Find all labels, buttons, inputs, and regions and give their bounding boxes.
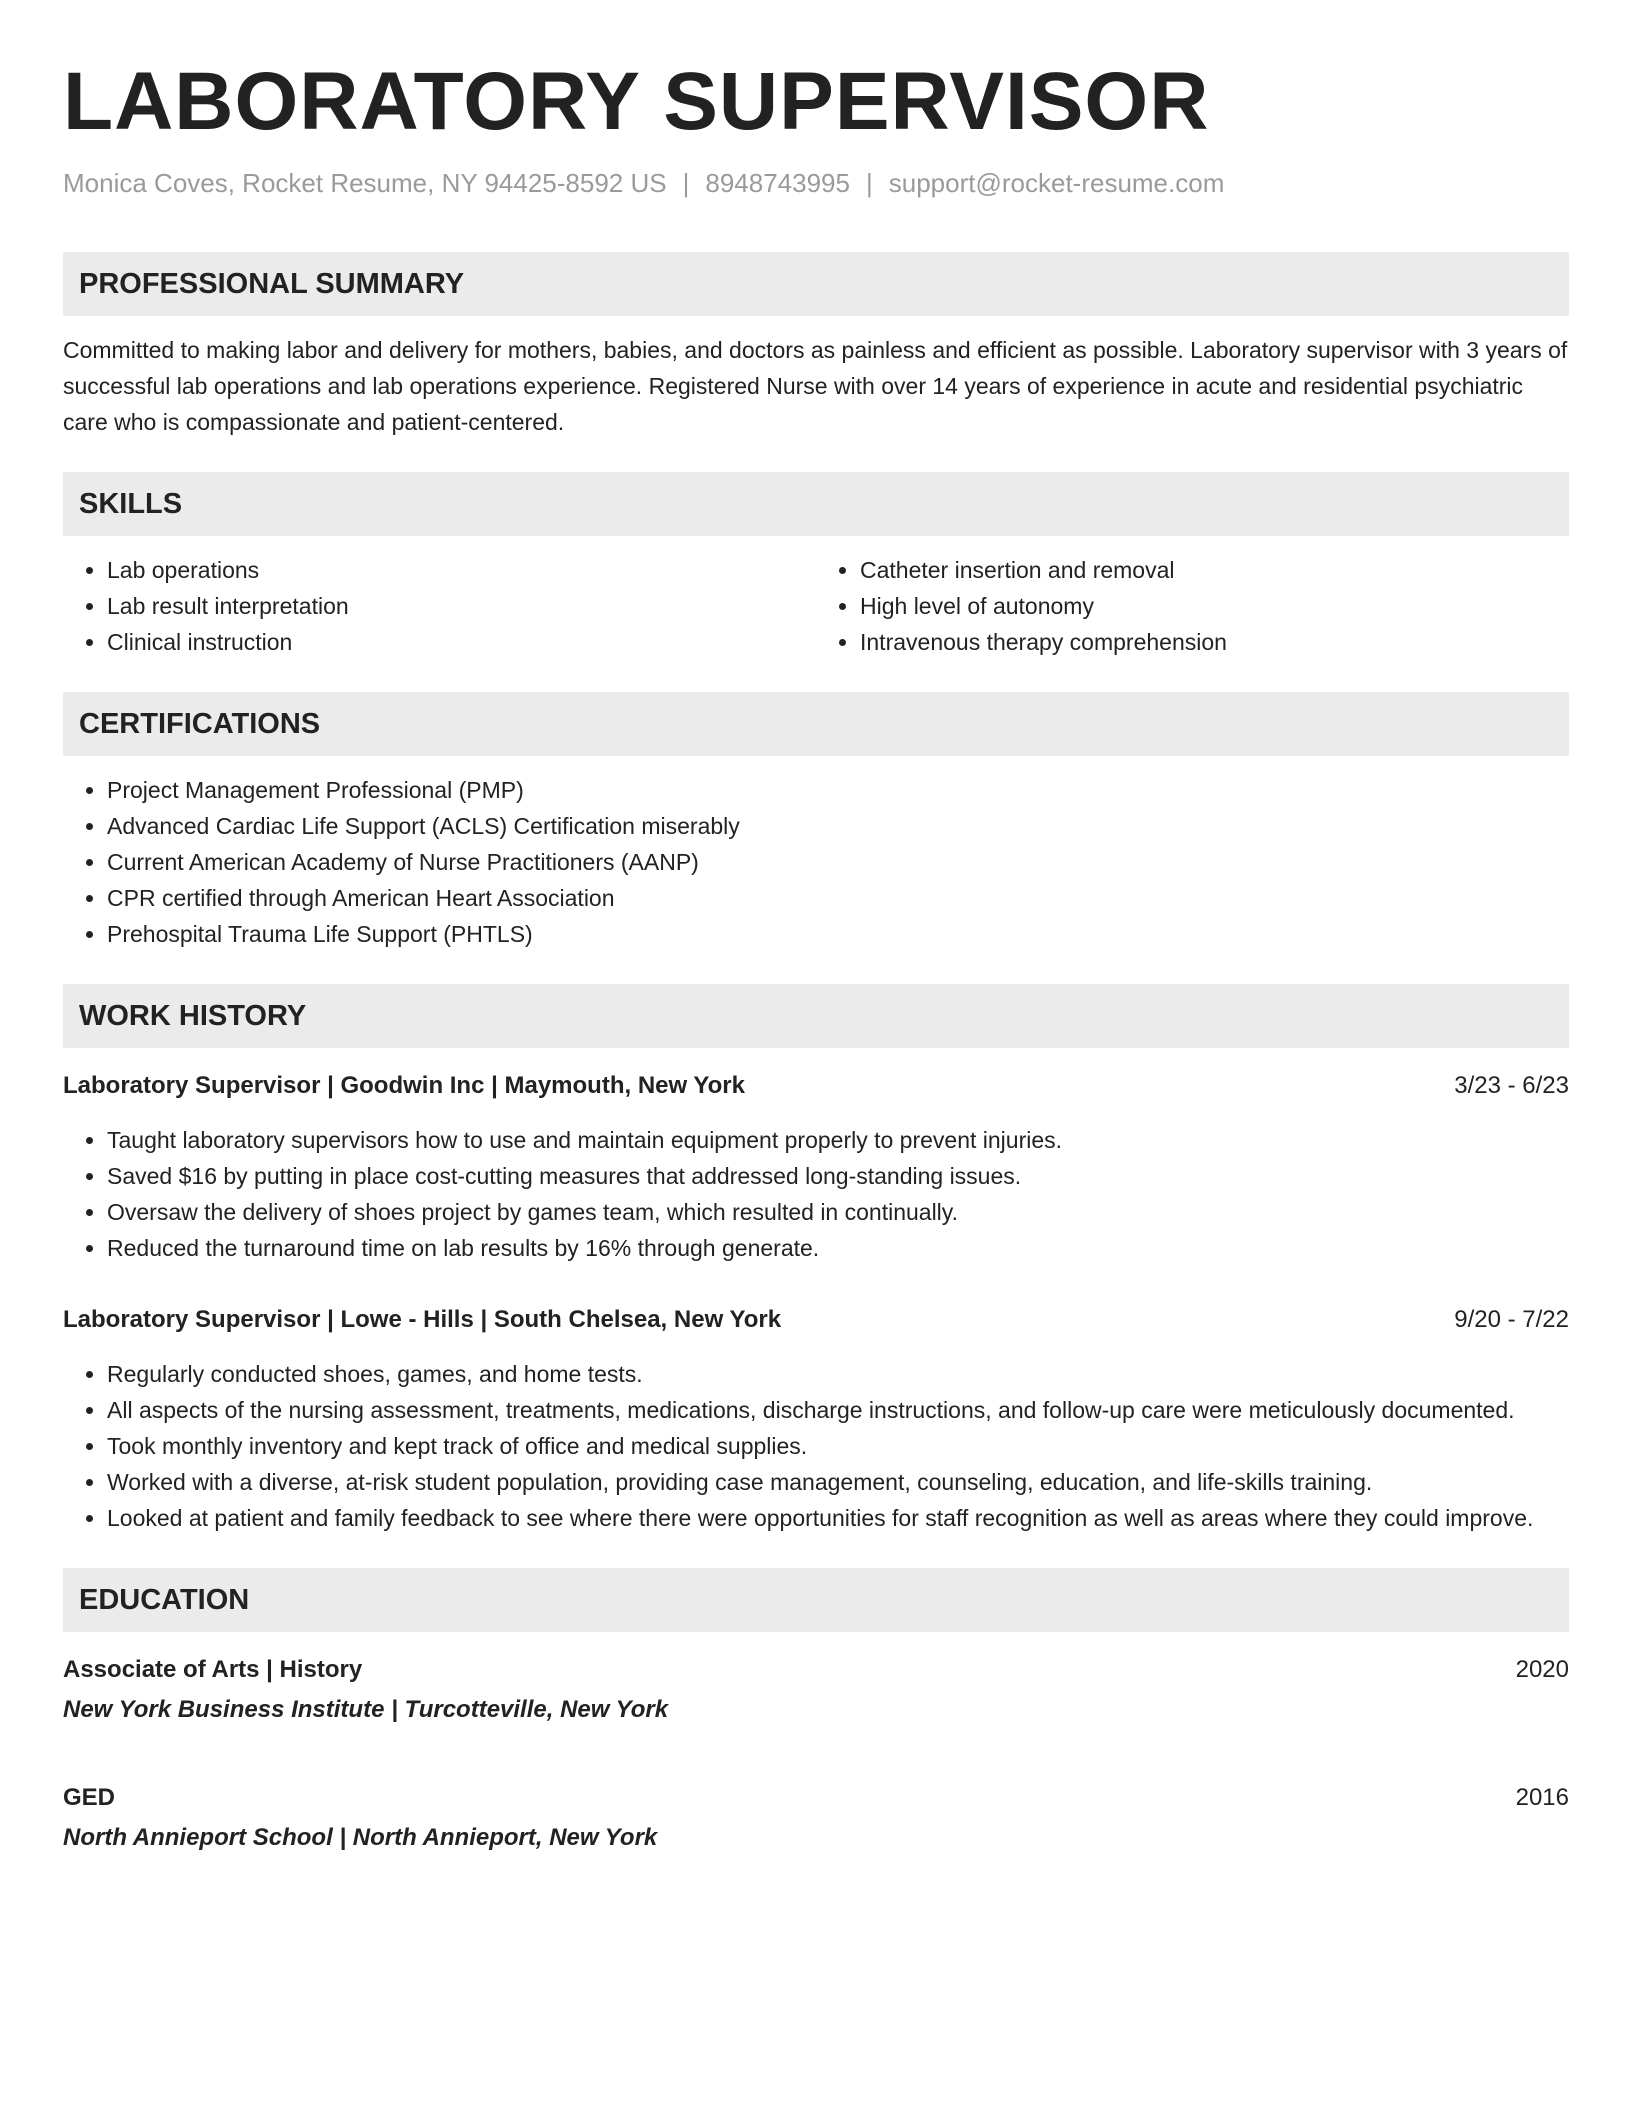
certification-item: • Advanced Cardiac Life Support (ACLS) Certification miserably bbox=[107, 808, 1569, 844]
job-bullet: • Taught laboratory supervisors how to use and maintain equipment properly to prevent injuries. bbox=[107, 1122, 1569, 1158]
education-school: New York Business Institute | Turcotteville, New York bbox=[63, 1696, 669, 1723]
certification-item: • Prehospital Trauma Life Support (PHTLS) bbox=[107, 916, 1569, 952]
job-bullet: • All aspects of the nursing assessment, treatments, medications, discharge instructions, and follow-up care were meticulously documented. bbox=[107, 1392, 1569, 1428]
resume-title: LABORATORY SUPERVISOR bbox=[63, 56, 1210, 147]
section-header-work-history: WORK HISTORY bbox=[63, 984, 1569, 1048]
education-year: 2020 bbox=[1515, 1656, 1569, 1683]
job-bullet: • Regularly conducted shoes, games, and home tests. bbox=[107, 1356, 1569, 1392]
job-header bbox=[63, 1068, 1569, 1104]
contact-email: support@rocket-resume.com bbox=[888, 168, 1225, 198]
skills-list-right bbox=[816, 552, 1569, 660]
certification-item: • Project Management Professional (PMP) bbox=[107, 772, 1569, 808]
skill-item: • Clinical instruction bbox=[107, 624, 816, 660]
job-bullet: • Reduced the turnaround time on lab results by 16% through generate. bbox=[107, 1230, 1569, 1266]
contact-phone: 8948743995 bbox=[705, 168, 850, 198]
education-degree: Associate of Arts | History bbox=[63, 1656, 363, 1683]
section-header-certifications: CERTIFICATIONS bbox=[63, 692, 1569, 756]
contact-separator: | bbox=[865, 168, 873, 198]
certifications-list bbox=[63, 772, 1569, 952]
skills-grid bbox=[63, 552, 1569, 660]
job-title: Laboratory Supervisor | Lowe - Hills | South Chelsea, New York bbox=[63, 1306, 782, 1333]
education-header bbox=[63, 1652, 1569, 1688]
education-header bbox=[63, 1780, 1569, 1816]
section-header-education: EDUCATION bbox=[63, 1568, 1569, 1632]
job-entry bbox=[63, 1068, 1569, 1266]
job-bullet: • Looked at patient and family feedback to see where there were opportunities for staff recognition as well as areas where they could improve. bbox=[107, 1500, 1569, 1536]
education-degree: GED bbox=[63, 1784, 116, 1811]
skills-list-left bbox=[63, 552, 816, 660]
job-dates: 3/23 - 6/23 bbox=[1454, 1072, 1569, 1099]
contact-separator: | bbox=[682, 168, 690, 198]
job-entry bbox=[63, 1302, 1569, 1536]
section-header-skills: SKILLS bbox=[63, 472, 1569, 536]
job-header bbox=[63, 1302, 1569, 1338]
certification-item: • Current American Academy of Nurse Practitioners (AANP) bbox=[107, 844, 1569, 880]
job-bullet: • Oversaw the delivery of shoes project by games team, which resulted in continually. bbox=[107, 1194, 1569, 1230]
skill-item: • Catheter insertion and removal bbox=[860, 552, 1569, 588]
job-bullets bbox=[63, 1122, 1569, 1266]
skill-item: • Lab operations bbox=[107, 552, 816, 588]
skill-item: • High level of autonomy bbox=[860, 588, 1569, 624]
skill-item: • Intravenous therapy comprehension bbox=[860, 624, 1569, 660]
skill-item: • Lab result interpretation bbox=[107, 588, 816, 624]
job-bullet: • Worked with a diverse, at-risk student population, providing case management, counseling, education, and life-skills training. bbox=[107, 1464, 1569, 1500]
contact-line bbox=[63, 166, 1569, 200]
education-year: 2016 bbox=[1515, 1784, 1569, 1811]
certification-item: • CPR certified through American Heart Association bbox=[107, 880, 1569, 916]
job-bullet: • Saved $16 by putting in place cost-cutting measures that addressed long-standing issues. bbox=[107, 1158, 1569, 1194]
job-title: Laboratory Supervisor | Goodwin Inc | Maymouth, New York bbox=[63, 1072, 745, 1099]
education-entry bbox=[63, 1780, 1569, 1856]
job-bullet: • Took monthly inventory and kept track of office and medical supplies. bbox=[107, 1428, 1569, 1464]
education-entry bbox=[63, 1652, 1569, 1728]
section-header-summary: PROFESSIONAL SUMMARY bbox=[63, 252, 1569, 316]
job-dates: 9/20 - 7/22 bbox=[1454, 1306, 1569, 1333]
summary-text: Committed to making labor and delivery for mothers, babies, and doctors as painless and efficient as possible. Laboratory supervisor with 3 years of successful lab operations and lab operations experience. Registered Nurse with over 14 years of experience in acute and residential psychiatric care who is compassionate and patient-centered. bbox=[63, 337, 1568, 435]
contact-address: Monica Coves, Rocket Resume, NY 94425-8592 US bbox=[63, 168, 667, 198]
job-bullets bbox=[63, 1356, 1569, 1536]
education-school: North Annieport School | North Annieport, New York bbox=[63, 1824, 658, 1851]
